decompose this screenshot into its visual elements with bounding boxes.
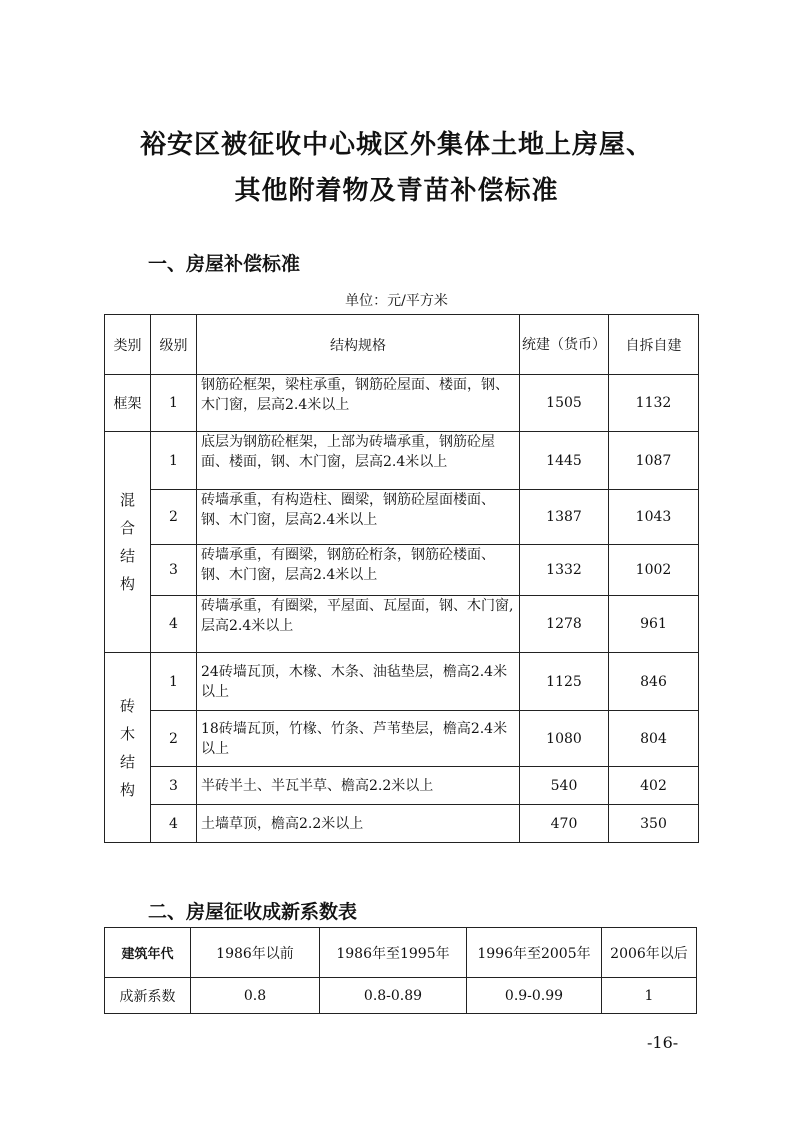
unified-cell: 1387 <box>520 490 609 545</box>
self-cell: 961 <box>609 596 699 653</box>
unified-cell: 1332 <box>520 545 609 596</box>
spec-cell <box>197 653 520 711</box>
table-row <box>105 928 697 978</box>
self-cell: 1002 <box>609 545 699 596</box>
grade-cell: 2 <box>151 711 197 767</box>
unified-cell: 1125 <box>520 653 609 711</box>
unified-cell: 1505 <box>520 375 609 432</box>
category-mixed <box>105 432 151 653</box>
spec-text: 砖墙承重，有构造柱、圈梁，钢筋砼屋面楼面、钢、木门窗，层高2.4米以上 <box>201 492 495 528</box>
depreciation-table <box>104 927 697 1014</box>
self-cell: 1132 <box>609 375 699 432</box>
header-structure: 结构规格 <box>197 315 520 375</box>
spec-cell <box>197 432 520 490</box>
self-cell: 1087 <box>609 432 699 490</box>
grade-cell: 1 <box>151 653 197 711</box>
grade-cell: 1 <box>151 432 197 490</box>
spec-cell <box>197 545 520 596</box>
column-header: 2006年以后 <box>602 928 697 978</box>
table-row <box>105 711 699 767</box>
column-header: 1996年至2005年 <box>467 928 602 978</box>
title-line-2: 其他附着物及青苗补偿标准 <box>234 176 559 206</box>
header-unified: 统建（货币） <box>520 315 609 375</box>
column-header: 1986年至1995年 <box>320 928 467 978</box>
table-row <box>105 805 699 843</box>
category-frame: 框架 <box>105 375 151 432</box>
spec-text: 砖墙承重，有圈梁，平屋面、瓦屋面，钢、木门窗,层高2.4米以上 <box>201 598 514 634</box>
grade-cell: 3 <box>151 545 197 596</box>
unified-cell: 1445 <box>520 432 609 490</box>
table-row <box>105 978 697 1014</box>
self-cell: 402 <box>609 767 699 805</box>
table-row <box>105 653 699 711</box>
category-char: 构 <box>119 780 135 799</box>
table-row <box>105 432 699 490</box>
table-row <box>105 490 699 545</box>
category-char: 合 <box>119 519 135 537</box>
category-char: 混 <box>119 491 135 509</box>
spec-cell <box>197 490 520 545</box>
grade-cell: 4 <box>151 805 197 843</box>
spec-text: 钢筋砼框架，梁柱承重，钢筋砼屋面、楼面，钢、木门窗，层高2.4米以上 <box>201 377 509 413</box>
header-self: 自拆自建 <box>609 315 699 375</box>
spec-cell <box>197 767 520 805</box>
header-grade: 级别 <box>151 315 197 375</box>
spec-cell <box>197 375 520 432</box>
spec-cell <box>197 596 520 653</box>
page-number: -16- <box>647 1033 679 1052</box>
spec-cell <box>197 805 520 843</box>
unified-cell: 540 <box>520 767 609 805</box>
spec-text: 24砖墙瓦顶，木椽、木条、油毡垫层，檐高2.4米以上 <box>201 663 508 700</box>
category-char: 砖 <box>119 696 135 715</box>
coefficient-cell: 0.8-0.89 <box>320 978 467 1014</box>
table-row <box>105 767 699 805</box>
table-row <box>105 545 699 596</box>
column-header: 1986年以前 <box>191 928 320 978</box>
self-cell: 1043 <box>609 490 699 545</box>
spec-text: 砖墙承重，有圈梁，钢筋砼桁条，钢筋砼楼面、钢、木门窗，层高2.4米以上 <box>201 547 495 583</box>
table-row <box>105 596 699 653</box>
unit-label: 单位：元/平方米 <box>345 293 448 309</box>
self-cell: 350 <box>609 805 699 843</box>
unified-cell: 1278 <box>520 596 609 653</box>
spec-text: 18砖墙瓦顶，竹椽、竹条、芦苇垫层，檐高2.4米以上 <box>201 720 508 757</box>
section-1-heading: 一、房屋补偿标准 <box>148 253 301 275</box>
spec-text: 半砖半土、半瓦半草、檐高2.2米以上 <box>201 777 434 794</box>
grade-cell: 2 <box>151 490 197 545</box>
category-brick-wood <box>105 653 151 843</box>
header-category: 类别 <box>105 315 151 375</box>
unified-cell: 1080 <box>520 711 609 767</box>
grade-cell: 4 <box>151 596 197 653</box>
category-char: 结 <box>119 752 135 771</box>
table-row <box>105 375 699 432</box>
spec-text: 土墙草顶，檐高2.2米以上 <box>201 815 364 832</box>
compensation-table <box>104 314 699 843</box>
row-label-coefficient: 成新系数 <box>105 978 191 1014</box>
self-cell: 804 <box>609 711 699 767</box>
category-char: 结 <box>119 547 135 565</box>
row-label-year: 建筑年代 <box>105 928 191 978</box>
category-char: 木 <box>119 724 135 743</box>
category-char: 构 <box>119 575 135 593</box>
spec-cell <box>197 711 520 767</box>
coefficient-cell: 1 <box>602 978 697 1014</box>
grade-cell: 3 <box>151 767 197 805</box>
unified-cell: 470 <box>520 805 609 843</box>
spec-text: 底层为钢筋砼框架，上部为砖墙承重，钢筋砼屋面、楼面，钢、木门窗，层高2.4米以上 <box>201 434 495 470</box>
section-2-heading: 二、房屋征收成新系数表 <box>148 901 358 923</box>
coefficient-cell: 0.9-0.99 <box>467 978 602 1014</box>
self-cell: 846 <box>609 653 699 711</box>
grade-cell: 1 <box>151 375 197 432</box>
coefficient-cell: 0.8 <box>191 978 320 1014</box>
title-line-1: 裕安区被征收中心城区外集体土地上房屋、 <box>139 130 653 160</box>
table-header-row <box>105 315 699 375</box>
